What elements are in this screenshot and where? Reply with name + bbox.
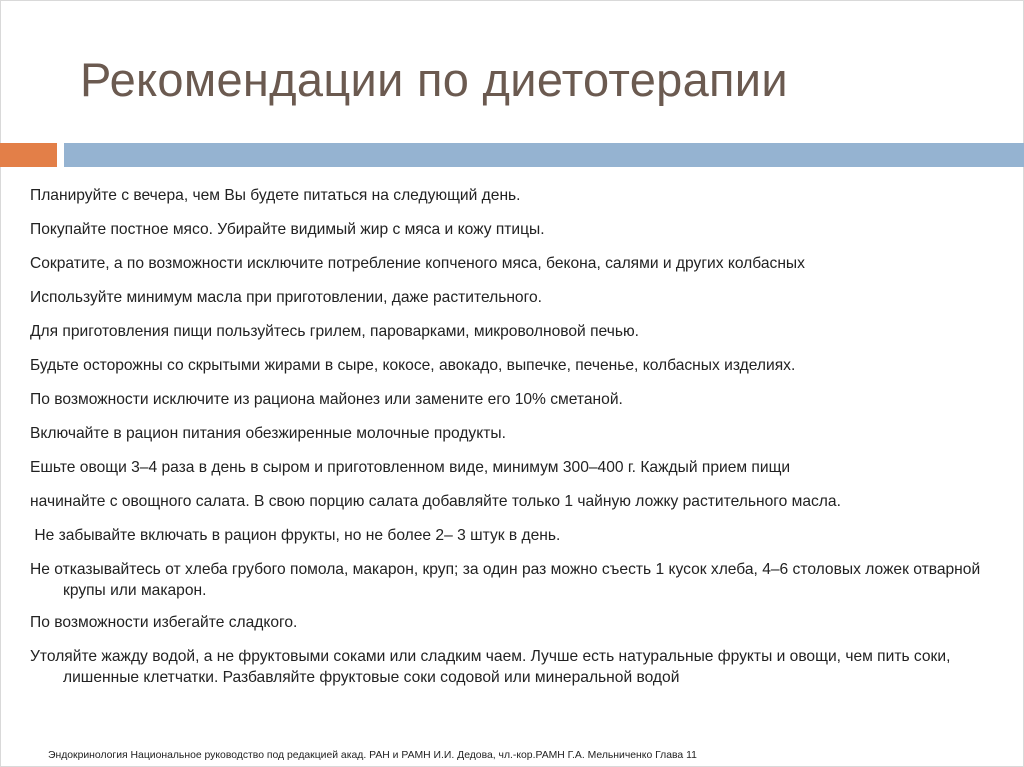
list-item: По возможности избегайте сладкого. xyxy=(30,614,298,631)
recommendations-list xyxy=(30,185,1015,701)
list-item: Не отказывайтесь от хлеба грубого помола, макарон, круп; за один раз можно съесть 1 кусок хлеба, 4–6 столовых ложек отварной крупы или макарон. xyxy=(30,561,981,599)
source-footnote: Эндокринология Национальное руководство под редакцией акад. РАН и РАМН И.И. Дедова, чл.-кор.РАМН Г.А. Мельниченко Глава 11 xyxy=(48,750,697,761)
list-item: Не забывайте включать в рацион фрукты, но не более 2– 3 штук в день. xyxy=(30,527,561,544)
slide-title: Рекомендации по диетотерапии xyxy=(80,53,788,106)
list-item: Для приготовления пищи пользуйтесь грилем, пароварками, микроволновой печью. xyxy=(30,323,639,340)
list-item: Покупайте постное мясо. Убирайте видимый жир с мяса и кожу птицы. xyxy=(30,221,545,238)
accent-bar-orange xyxy=(0,143,57,167)
list-item: По возможности исключите из рациона майонез или замените его 10% сметаной. xyxy=(30,391,623,408)
accent-bar-blue xyxy=(64,143,1024,167)
list-item: Утоляйте жажду водой, а не фруктовыми соками или сладким чаем. Лучше есть натуральные фрукты и овощи, чем пить соки, лишенные клетчатки. Разбавляйте фруктовые соки содовой или минеральной водой xyxy=(30,648,951,686)
list-item: Ешьте овощи 3–4 раза в день в сыром и приготовленном виде, минимум 300–400 г. Каждый прием пищи xyxy=(30,459,791,476)
list-item: начинайте с овощного салата. В свою порцию салата добавляйте только 1 чайную ложку растительного масла. xyxy=(30,493,841,510)
list-item: Включайте в рацион питания обезжиренные молочные продукты. xyxy=(30,425,506,442)
list-item: Будьте осторожны со скрытыми жирами в сыре, кокосе, авокадо, выпечке, печенье, колбасных изделиях. xyxy=(30,357,796,374)
list-item: Сократите, а по возможности исключите потребление копченого мяса, бекона, салями и других колбасных xyxy=(30,255,805,272)
list-item: Планируйте с вечера, чем Вы будете питаться на следующий день. xyxy=(30,187,521,204)
list-item: Используйте минимум масла при приготовлении, даже растительного. xyxy=(30,289,542,306)
